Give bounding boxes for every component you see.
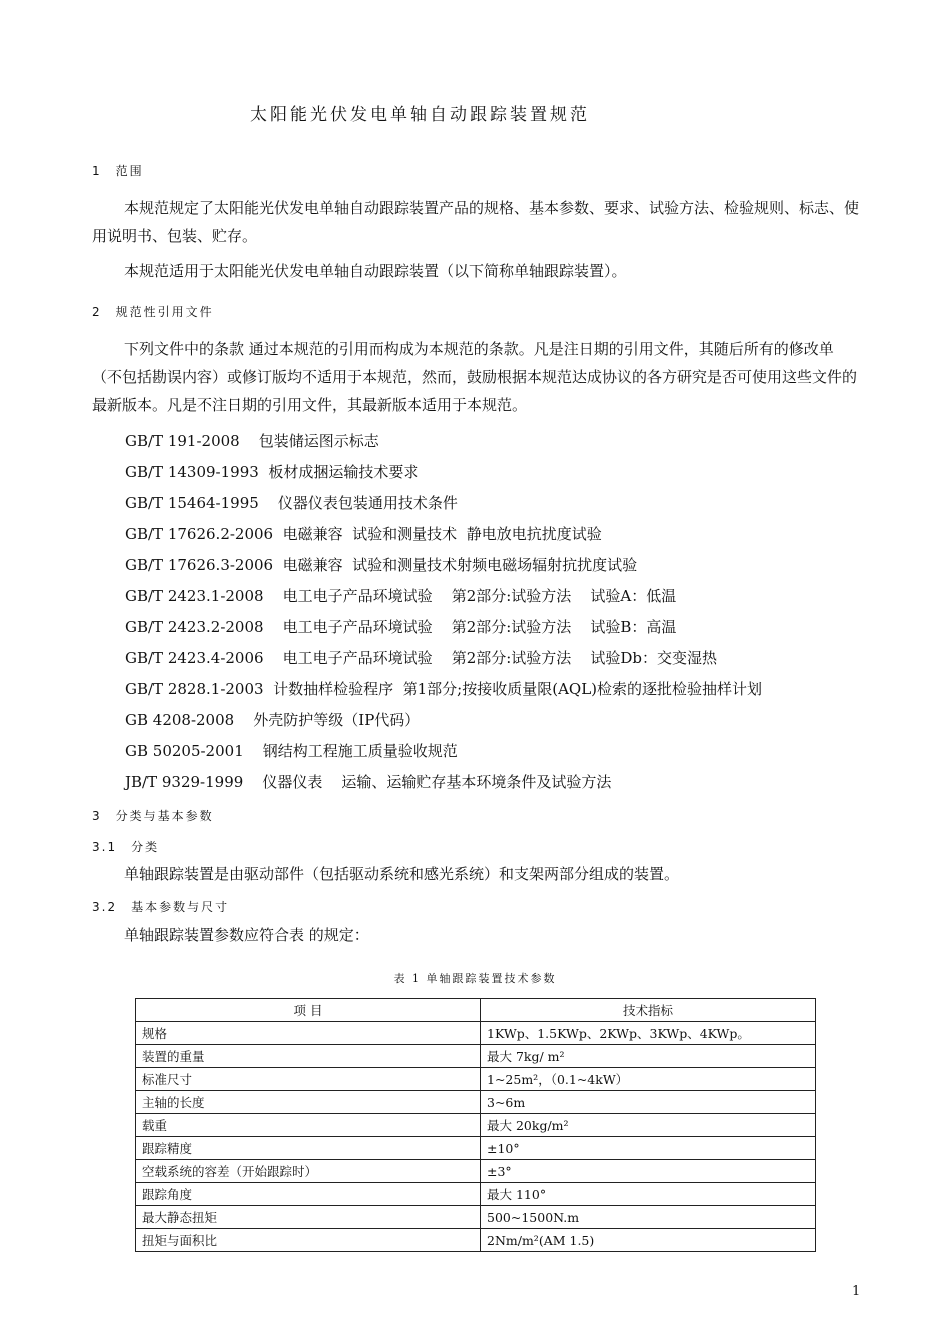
table-cell-item: 标准尺寸: [136, 1068, 481, 1091]
table-header-row: [136, 999, 816, 1022]
table-cell-item: 载重: [136, 1114, 481, 1137]
section-title: 规范性引用文件: [115, 305, 214, 319]
table-cell-value: 2Nm/m²(AM 1.5): [481, 1229, 816, 1252]
reference-item: JB/T 9329-1999 仪器仪表 运输、运输贮存基本环境条件及试验方法: [125, 773, 612, 791]
section-1-heading: [92, 162, 144, 179]
table-cell-value: 最大 110°: [481, 1183, 816, 1206]
table-row: [136, 1091, 816, 1114]
table-cell-item: 最大静态扭矩: [136, 1206, 481, 1229]
table-row: [136, 1022, 816, 1045]
table-caption: 表 1 单轴跟踪装置技术参数: [393, 972, 557, 985]
reference-item: GB/T 17626.3-2006 电磁兼容 试验和测量技术射频电磁场辐射抗扰度试验: [125, 556, 638, 574]
scope-paragraph-2: 本规范适用于太阳能光伏发电单轴自动跟踪装置（以下简称单轴跟踪装置）。: [124, 262, 627, 280]
reference-item: GB/T 191-2008 包装储运图示标志: [125, 432, 379, 450]
table-row: [136, 1160, 816, 1183]
reference-item: GB/T 2423.4-2006 电工电子产品环境试验 第2部分:试验方法 试验Db：交变湿热: [125, 649, 718, 667]
scope-paragraph-1: 本规范规定了太阳能光伏发电单轴自动跟踪装置产品的规格、基本参数、要求、试验方法、检验规则、标志、使用说明书、包装、贮存。: [92, 199, 860, 245]
parameters-paragraph: 单轴跟踪装置参数应符合表 的规定：: [124, 926, 369, 944]
section-title: 基本参数与尺寸: [131, 900, 230, 914]
table-row: [136, 1137, 816, 1160]
reference-item: GB/T 14309-1993 板材成捆运输技术要求: [125, 463, 419, 481]
table-cell-item: 跟踪精度: [136, 1137, 481, 1160]
table-cell-value: 1KWp、1.5KWp、2KWp、3KWp、4KWp。: [481, 1022, 816, 1045]
reference-item: GB/T 2423.2-2008 电工电子产品环境试验 第2部分:试验方法 试验B：高温: [125, 618, 677, 636]
table-cell-value: 500~1500N.m: [481, 1206, 816, 1229]
table-cell-value: 最大 7kg/ m²: [481, 1045, 816, 1068]
table-cell-item: 装置的重量: [136, 1045, 481, 1068]
table-cell-item: 扭矩与面积比: [136, 1229, 481, 1252]
table-cell-item: 主轴的长度: [136, 1091, 481, 1114]
table-row: [136, 1206, 816, 1229]
reference-item: GB/T 17626.2-2006 电磁兼容 试验和测量技术 静电放电抗扰度试验: [125, 525, 602, 543]
section-title: 范围: [115, 164, 144, 178]
table-row: [136, 1183, 816, 1206]
table-cell-item: 空载系统的容差（开始跟踪时）: [136, 1160, 481, 1183]
classification-paragraph: 单轴跟踪装置是由驱动部件（包括驱动系统和感光系统）和支架两部分组成的装置。: [124, 865, 680, 883]
reference-item: GB 4208-2008 外壳防护等级（IP代码）: [125, 711, 420, 729]
section-number: 1: [92, 164, 102, 178]
section-number: 3.2: [92, 900, 118, 914]
references-intro: 下列文件中的条款 通过本规范的引用而构成为本规范的条款。凡是注日期的引用文件，其随后所有的修改单（不包括勘误内容）或修订版均不适用于本规范，然而，鼓励根据本规范达成协议的各方研究是否可使用这些文件的最新版本。凡是不注日期的引用文件，其最新版本适用于本规范。: [92, 340, 858, 414]
reference-item: GB 50205-2001 钢结构工程施工质量验收规范: [125, 742, 458, 760]
reference-item: GB/T 15464-1995 仪器仪表包装通用技术条件: [125, 494, 458, 512]
table-cell-item: 跟踪角度: [136, 1183, 481, 1206]
table-cell-value: 1~25m²，（0.1~4kW）: [481, 1068, 816, 1091]
page-number: 1: [852, 1284, 861, 1299]
table-row: [136, 1068, 816, 1091]
section-2-heading: [92, 303, 214, 320]
section-number: 3: [92, 809, 102, 823]
table-row: [136, 1114, 816, 1137]
section-title: 分类与基本参数: [115, 809, 214, 823]
parameters-table: [135, 998, 816, 1252]
section-3-heading: [92, 807, 214, 824]
section-title: 分类: [131, 840, 160, 854]
section-number: 2: [92, 305, 102, 319]
reference-item: GB/T 2828.1-2003 计数抽样检验程序 第1部分;按接收质量限(AQL)检索的逐批检验抽样计划: [125, 680, 763, 698]
column-header-item: 项 目: [136, 999, 481, 1022]
table-row: [136, 1229, 816, 1252]
reference-item: GB/T 2423.1-2008 电工电子产品环境试验 第2部分:试验方法 试验A：低温: [125, 587, 677, 605]
table-cell-value: ±10°: [481, 1137, 816, 1160]
table-row: [136, 1045, 816, 1068]
table-cell-value: 3~6m: [481, 1091, 816, 1114]
table-cell-item: 规格: [136, 1022, 481, 1045]
section-3-1-heading: [92, 838, 159, 855]
column-header-spec: 技术指标: [481, 999, 816, 1022]
document-title: 太阳能光伏发电单轴自动跟踪装置规范: [250, 105, 590, 125]
section-number: 3.1: [92, 840, 118, 854]
section-3-2-heading: [92, 898, 229, 915]
table-cell-value: ±3°: [481, 1160, 816, 1183]
table-cell-value: 最大 20kg/m²: [481, 1114, 816, 1137]
